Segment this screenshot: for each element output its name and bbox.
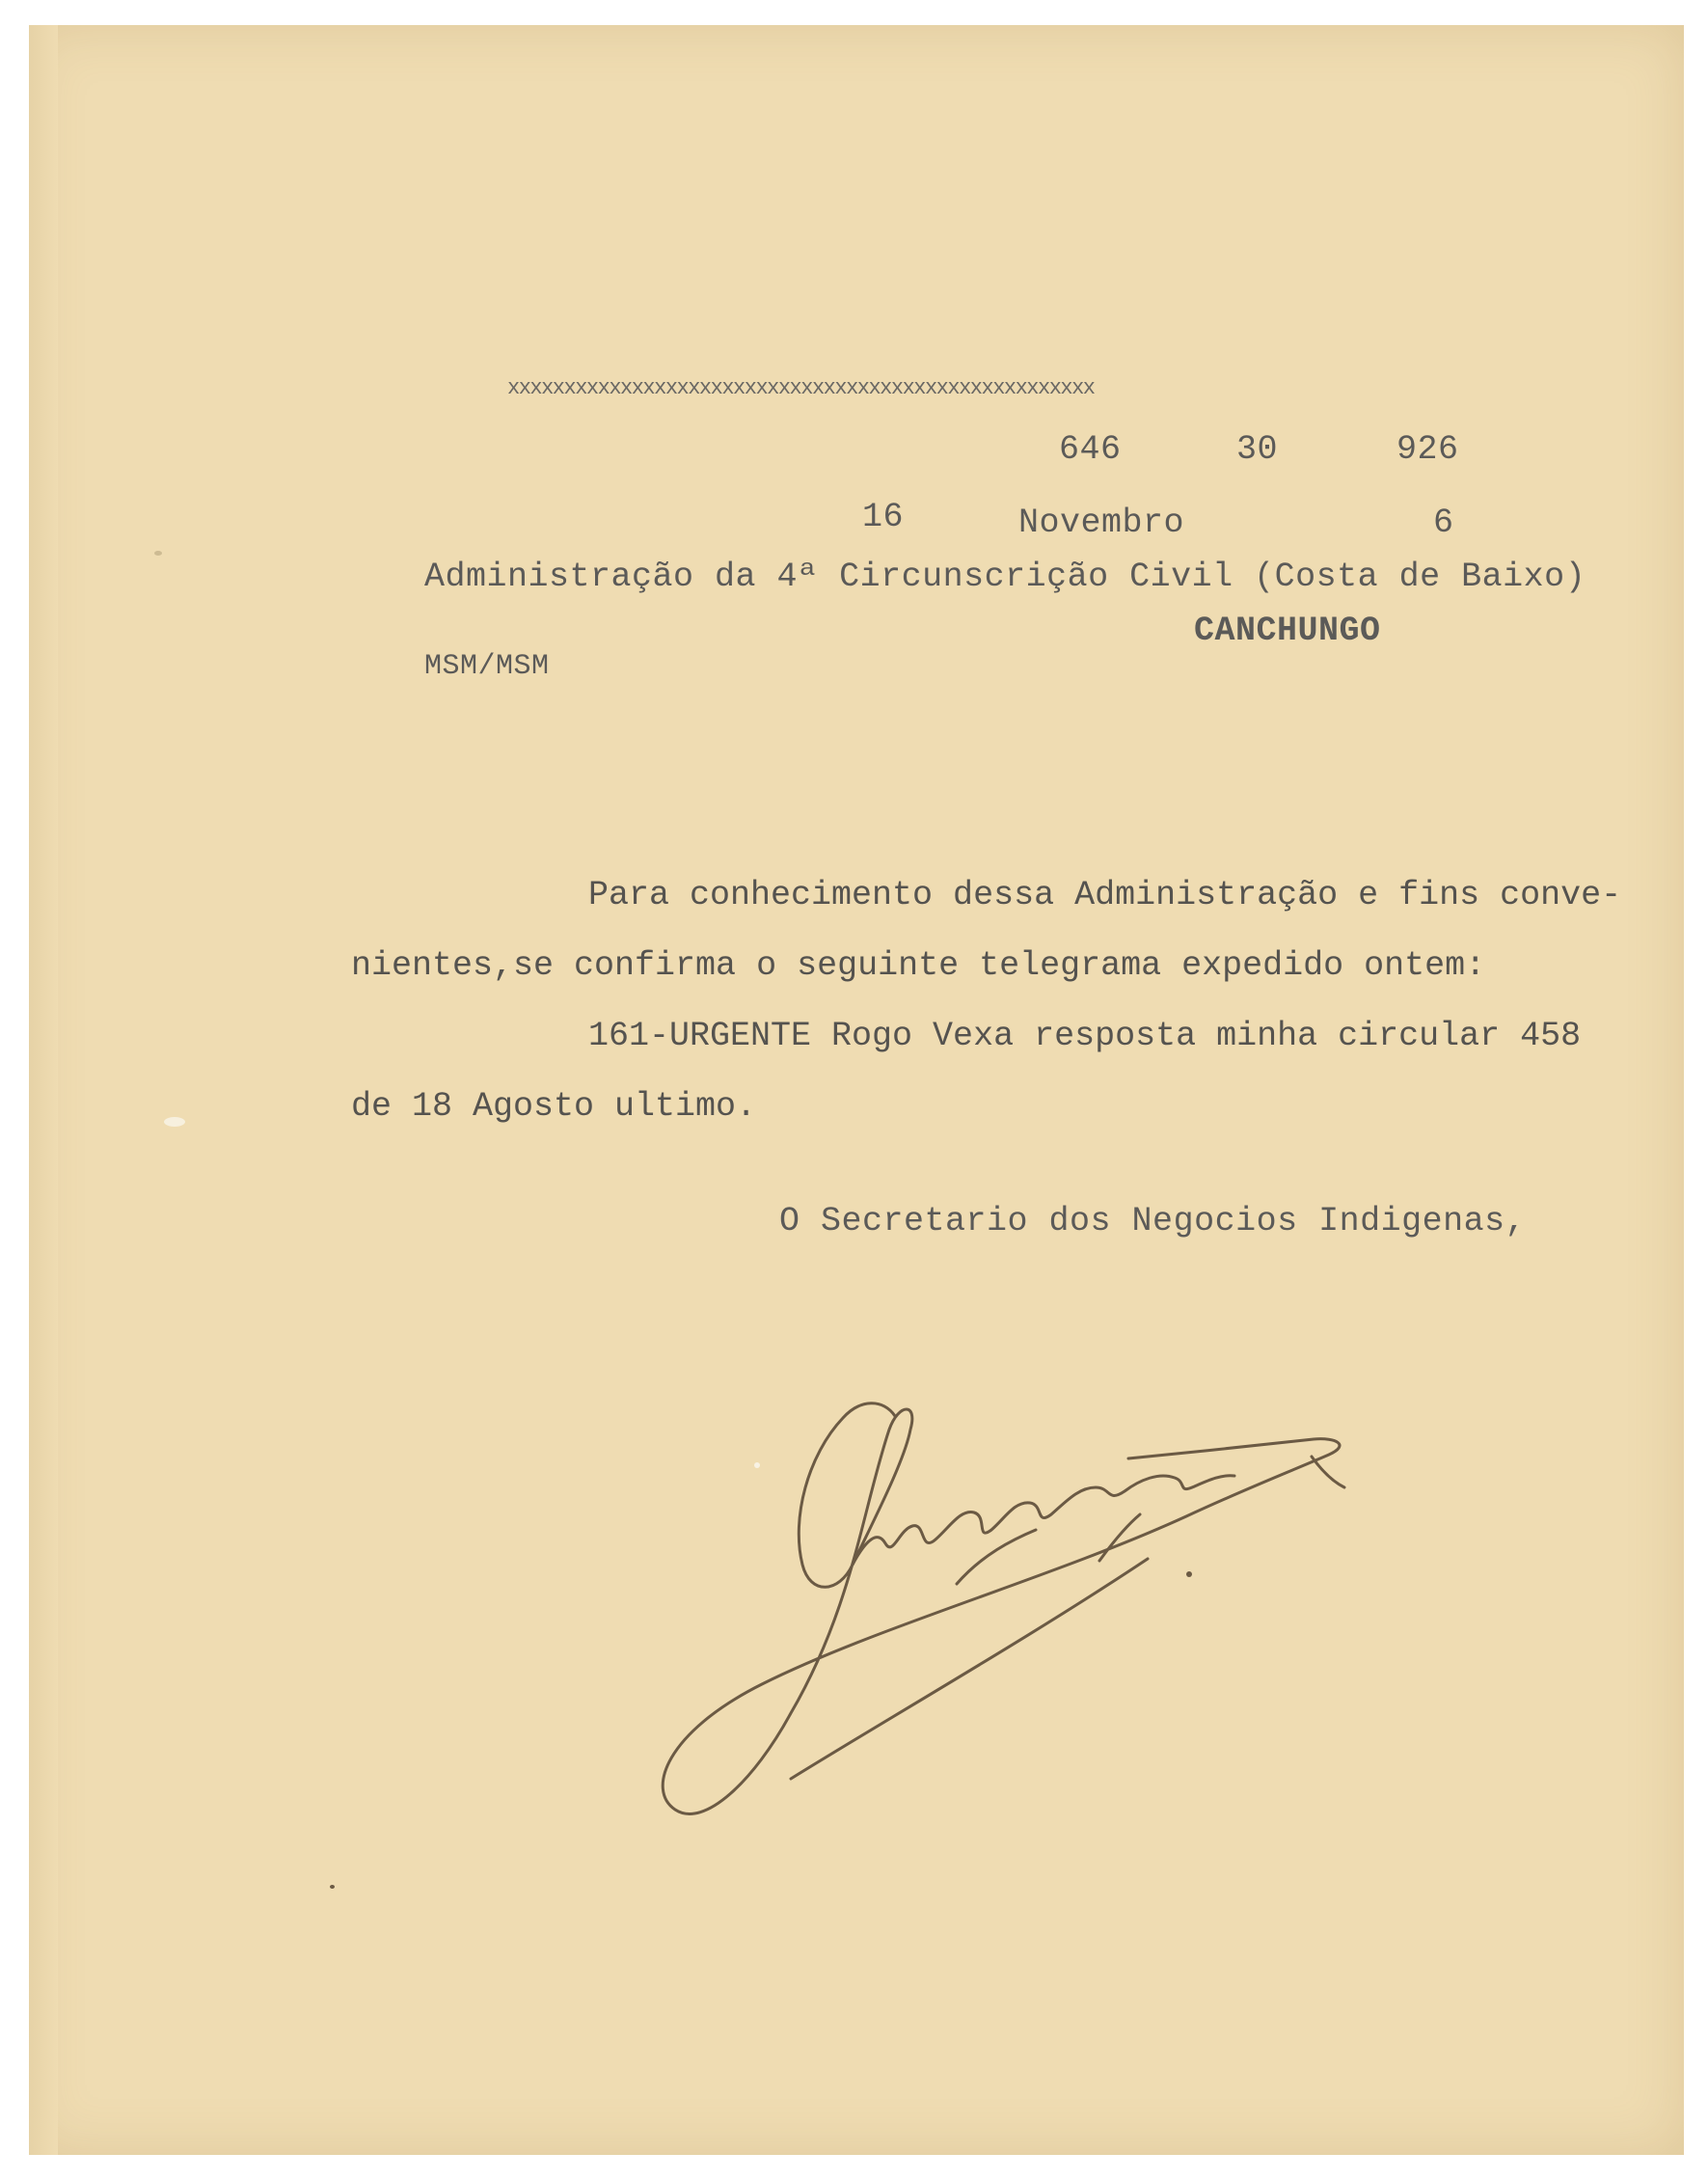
paper-speck xyxy=(754,1462,760,1468)
separator-line: xxxxxxxxxxxxxxxxxxxxxxxxxxxxxxxxxxxxxxxxxxxxxxxxxxxx xyxy=(507,376,1095,400)
ref-number-3: 926 xyxy=(1396,430,1459,469)
ref-number-1: 646 xyxy=(1059,430,1122,469)
location: CANCHUNGO xyxy=(1194,612,1381,650)
document-page xyxy=(29,25,1684,2155)
initials: MSM/MSM xyxy=(424,650,550,683)
date-month: Novembro xyxy=(1018,504,1185,542)
paper-edge xyxy=(29,25,58,2155)
recipient-line: Administração da 4ª Circunscrição Civil (Costa de Baixo) xyxy=(424,558,1586,596)
date-year-digit: 6 xyxy=(1433,504,1454,542)
closing-line: O Secretario dos Negocios Indigenas, xyxy=(779,1202,1527,1240)
date-day: 16 xyxy=(862,498,905,536)
body-line-3: 161-URGENTE Rogo Vexa resposta minha circular 458 xyxy=(588,1017,1582,1055)
body-line-4: de 18 Agosto ultimo. xyxy=(351,1087,757,1126)
paper-speck xyxy=(330,1885,335,1889)
paper-speck xyxy=(164,1117,185,1127)
body-line-2: nientes,se confirma o seguinte telegrama expedido ontem: xyxy=(351,946,1486,985)
paper-speck xyxy=(154,551,162,556)
body-line-1: Para conhecimento dessa Administração e fins conve- xyxy=(588,876,1622,914)
ref-number-2: 30 xyxy=(1236,430,1279,469)
